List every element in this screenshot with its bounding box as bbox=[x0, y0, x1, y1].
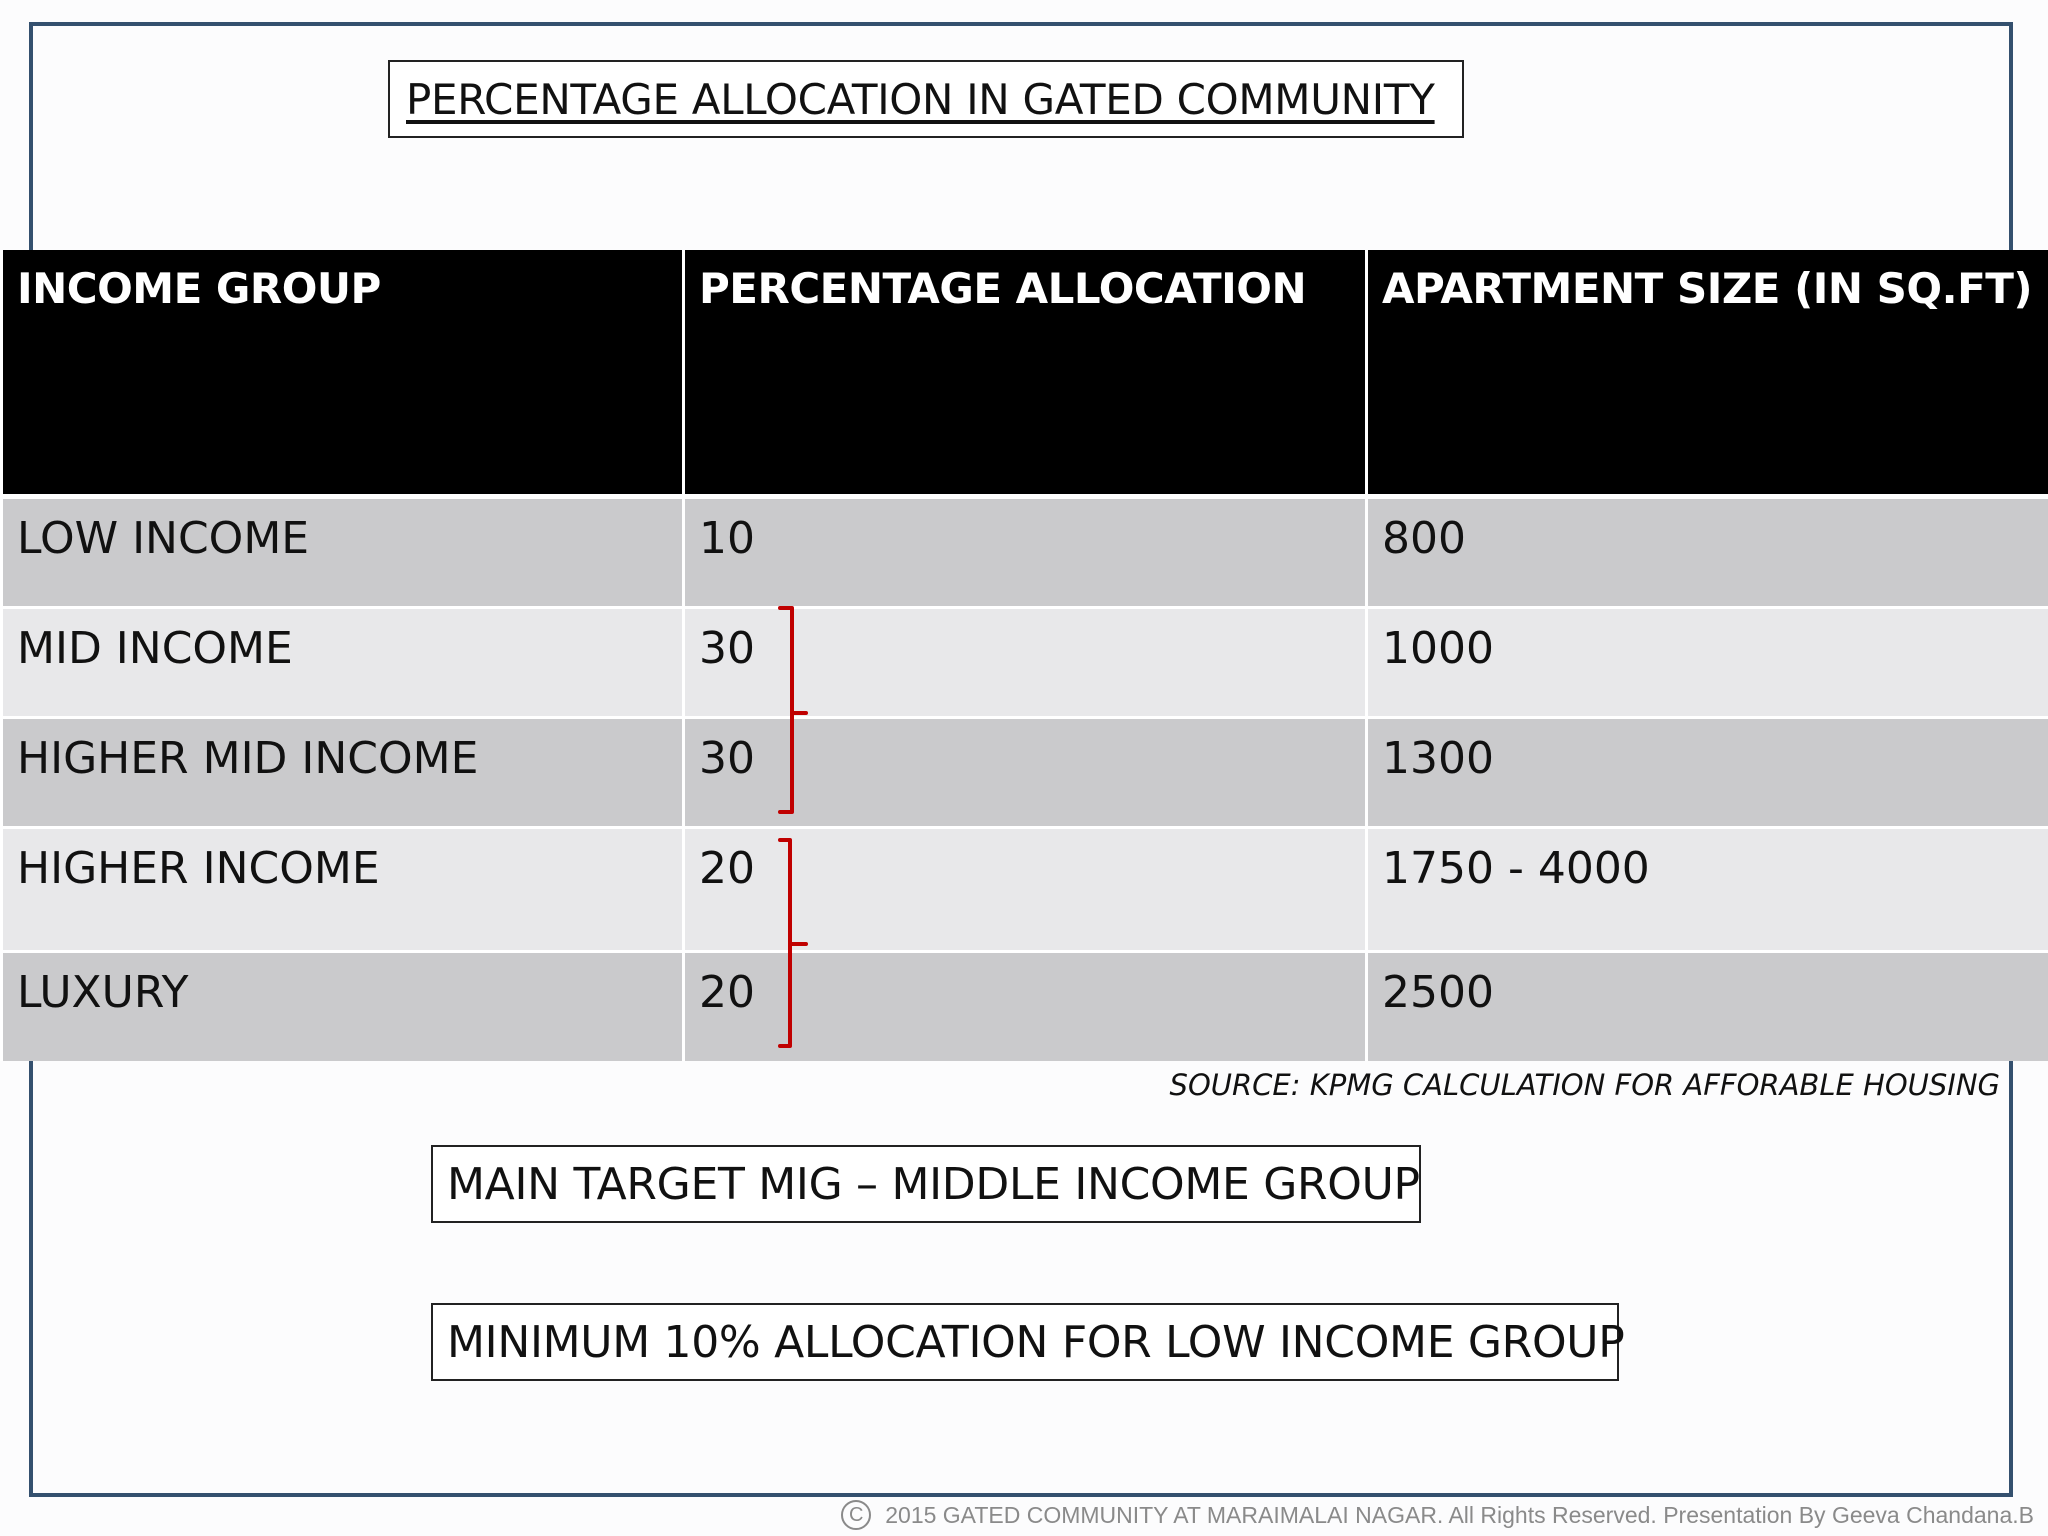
table-row bbox=[2, 496, 2048, 607]
footer bbox=[841, 1498, 2034, 1532]
cell-percentage: 20 bbox=[684, 951, 1367, 1061]
copyright-icon: C bbox=[841, 1500, 871, 1530]
minimum-allocation-note: MINIMUM 10% ALLOCATION FOR LOW INCOME GROUP bbox=[431, 1303, 1619, 1381]
cell-apartment-size: 1750 - 4000 bbox=[1367, 827, 2048, 951]
cell-percentage: 10 bbox=[684, 496, 1367, 607]
table-row bbox=[2, 951, 2048, 1061]
table-row bbox=[2, 827, 2048, 951]
slide-title: PERCENTAGE ALLOCATION IN GATED COMMUNITY bbox=[388, 60, 1464, 138]
cell-percentage: 30 bbox=[684, 607, 1367, 717]
cell-income-group: LUXURY bbox=[2, 951, 684, 1061]
cell-apartment-size: 2500 bbox=[1367, 951, 2048, 1061]
header-percentage-allocation: PERCENTAGE ALLOCATION bbox=[684, 250, 1367, 496]
footer-text: 2015 GATED COMMUNITY AT MARAIMALAI NAGAR. All Rights Reserved. Presentation By Geeva Chandana.B bbox=[885, 1501, 2034, 1528]
table-header-row bbox=[2, 250, 2048, 496]
main-target-note: MAIN TARGET MIG – MIDDLE INCOME GROUP bbox=[431, 1145, 1421, 1223]
cell-apartment-size: 1000 bbox=[1367, 607, 2048, 717]
cell-apartment-size: 800 bbox=[1367, 496, 2048, 607]
table-row bbox=[2, 607, 2048, 717]
cell-apartment-size: 1300 bbox=[1367, 717, 2048, 827]
allocation-table bbox=[0, 250, 2048, 1061]
cell-income-group: MID INCOME bbox=[2, 607, 684, 717]
cell-income-group: LOW INCOME bbox=[2, 496, 684, 607]
table-row bbox=[2, 717, 2048, 827]
cell-income-group: HIGHER INCOME bbox=[2, 827, 684, 951]
header-income-group: INCOME GROUP bbox=[2, 250, 684, 496]
cell-income-group: HIGHER MID INCOME bbox=[2, 717, 684, 827]
cell-percentage: 30 bbox=[684, 717, 1367, 827]
header-apartment-size: APARTMENT SIZE (IN SQ.FT) bbox=[1367, 250, 2048, 496]
source-note: SOURCE: KPMG CALCULATION FOR AFFORABLE HOUSING bbox=[1169, 1068, 2000, 1102]
cell-percentage: 20 bbox=[684, 827, 1367, 951]
